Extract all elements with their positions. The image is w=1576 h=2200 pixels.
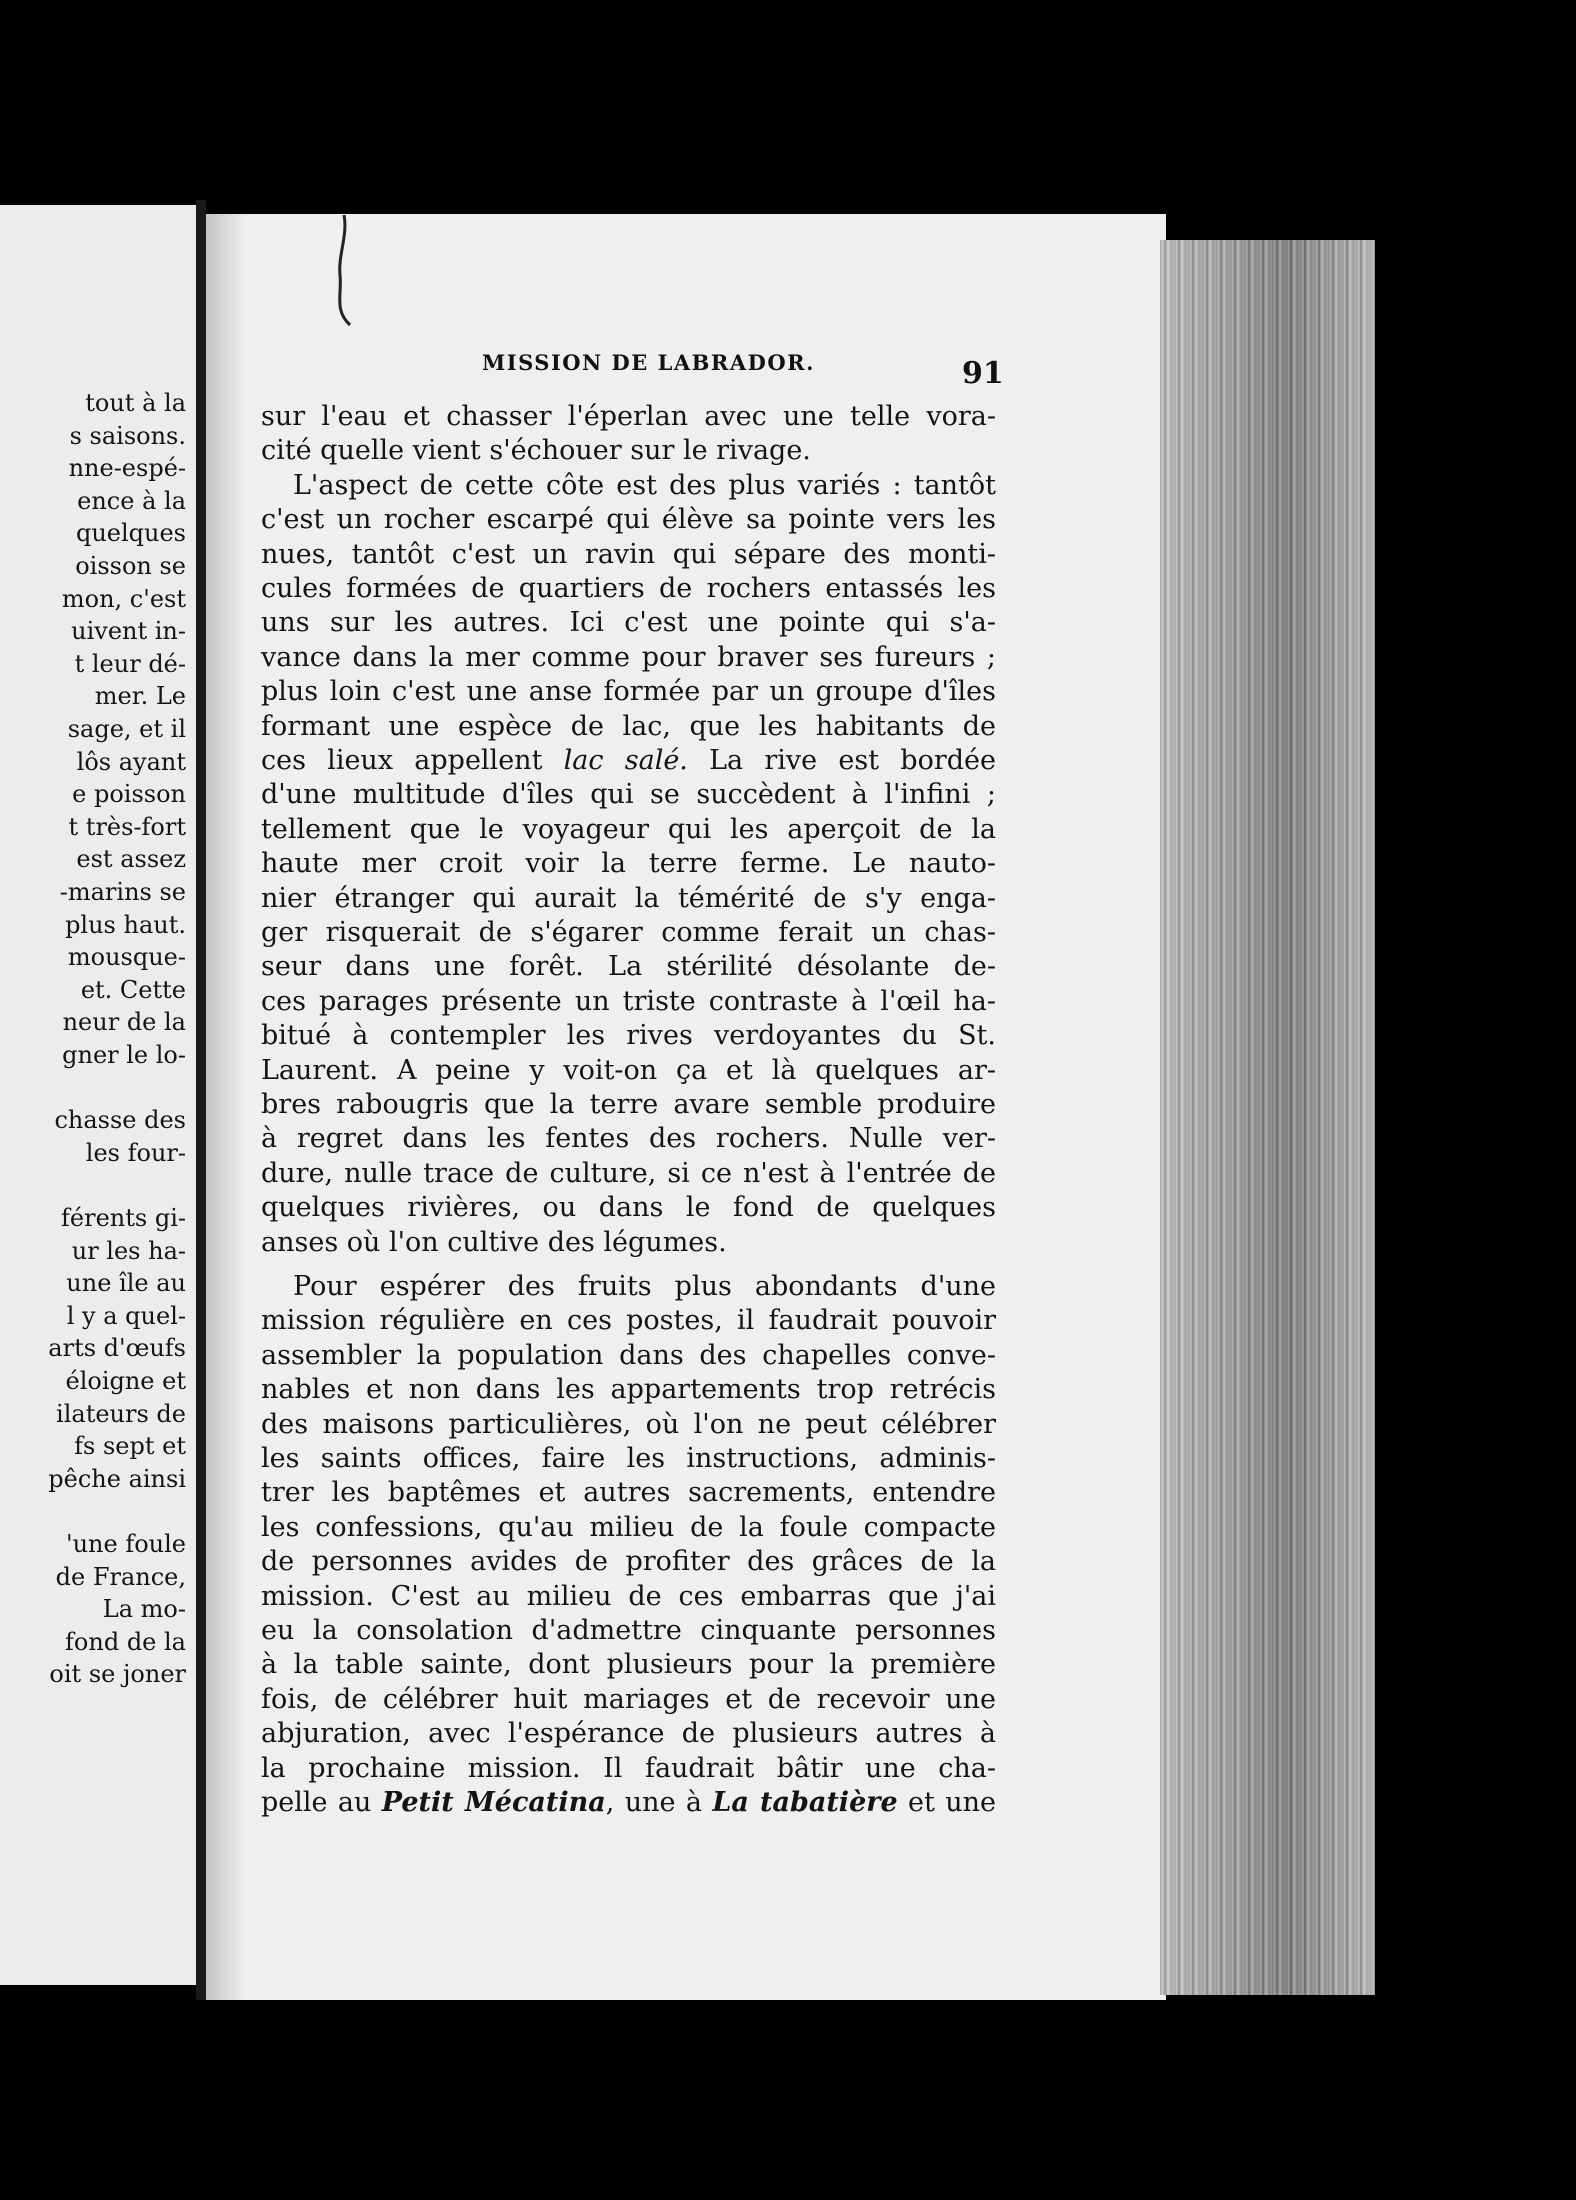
text-line: les saints offices, faire les instructions, adminis- [261, 1443, 996, 1474]
left-page-line: tout à la [85, 389, 186, 417]
text-line: la prochaine mission. Il faudrait bâtir une cha- [261, 1752, 996, 1784]
text-line: Pour espérer des fruits plus abondants d'une [293, 1271, 996, 1302]
left-page-line: l y a quel- [66, 1301, 186, 1330]
italic-place-name: Petit Mécatina [381, 1787, 606, 1818]
left-page-line: férents gi- [61, 1204, 186, 1232]
left-page-line: ilateurs de [56, 1399, 186, 1428]
text-line: sur l'eau et chasser l'éperlan avec une telle vora- [261, 401, 996, 432]
text-line: quelques rivières, ou dans le fond de quelques [261, 1192, 996, 1224]
text-line: ces parages présente un triste contraste à l'œil ha- [261, 985, 996, 1017]
text-line: fois, de célébrer huit mariages et de recevoir une [261, 1683, 996, 1715]
left-page-line: mer. Le [94, 682, 186, 711]
left-page-line: ence à la [77, 486, 186, 515]
running-head: MISSION DE LABRADOR. [482, 350, 815, 375]
left-page-line: ur les ha- [71, 1236, 186, 1265]
left-page-line: 'une foule [65, 1530, 186, 1558]
text-line: tellement que le voyageur qui les aperçoit de la [261, 813, 996, 845]
text-run: ces lieux appellent [261, 745, 564, 776]
text-line: nables et non dans les appartements trop retrécis [261, 1374, 996, 1406]
right-page [206, 214, 1166, 2000]
left-page-line: e poisson [72, 780, 186, 809]
left-page-line: lôs ayant [76, 747, 186, 776]
text-line: bitué à contempler les rives verdoyantes du St. [261, 1020, 996, 1052]
text-line: les confessions, qu'au milieu de la foule compacte [261, 1511, 996, 1543]
text-line: assembler la population dans des chapelles conve- [261, 1339, 996, 1371]
text-line: nues, tantôt c'est un ravin qui sépare des monti- [261, 538, 996, 570]
text-line: bres rabougris que la terre avare semble produire [261, 1089, 996, 1120]
text-run: La rive est bordée [687, 745, 996, 776]
left-page-line: éloigne et [65, 1367, 186, 1395]
text-line: dure, nulle trace de culture, si ce n'est à l'entrée de [261, 1157, 996, 1189]
left-page-line: t très-fort [68, 812, 186, 841]
left-page-line: t leur dé- [74, 649, 186, 678]
left-page-line: s saisons. [69, 421, 186, 450]
text-line: cules formées de quartiers de rochers entassés les [261, 573, 996, 604]
left-page [0, 205, 196, 1985]
page-edges [1160, 240, 1375, 1995]
page-number: 91 [962, 356, 1004, 391]
left-page-line: chasse des [54, 1106, 186, 1135]
left-page-line: uivent in- [71, 617, 186, 646]
text-line: mission. C'est au milieu de ces embarras que j'ai [261, 1580, 996, 1612]
text-line: mission régulière en ces postes, il faudrait pouvoir [261, 1305, 996, 1337]
bookmark-thread [330, 215, 370, 335]
left-page-line: mon, c'est [61, 584, 186, 613]
left-page-line: La mo- [102, 1595, 186, 1624]
text-run: pelle au [261, 1787, 382, 1818]
text-line: d'une multitude d'îles qui se succèdent à l'infini ; [261, 779, 996, 811]
text-line: abjuration, avec l'espérance de plusieurs autres à [261, 1718, 996, 1750]
left-page-line: neur de la [62, 1008, 186, 1037]
text-line: vance dans la mer comme pour braver ses fureurs ; [261, 641, 996, 673]
left-page-line: -marins se [59, 878, 186, 906]
text-line: des maisons particulières, où l'on ne peut célébrer [261, 1408, 996, 1440]
text-line: seur dans une forêt. La stérilité désolante de- [261, 951, 996, 983]
text-line: L'aspect de cette côte est des plus variés : tantôt [293, 469, 996, 501]
text-run: , une à [605, 1787, 713, 1818]
text-line: formant une espèce de lac, que les habitants de [261, 710, 996, 742]
text-line: Laurent. A peine y voit-on ça et là quelques ar- [261, 1054, 996, 1086]
left-page-line: sage, et il [67, 715, 186, 743]
text-line-lac-sale [261, 745, 996, 776]
page-body [206, 214, 1166, 2000]
left-page-line: une île au [66, 1269, 186, 1298]
text-line: haute mer croit voir la terre ferme. Le nauto- [261, 848, 996, 880]
italic-place-name: La tabatière [712, 1787, 898, 1818]
left-page-line: plus haut. [65, 910, 186, 939]
text-line: à regret dans les fentes des rochers. Nulle ver- [261, 1123, 996, 1155]
left-page-line: pêche ainsi [48, 1464, 186, 1493]
text-line: anses où l'on cultive des légumes. [261, 1226, 727, 1258]
text-line: c'est un rocher escarpé qui élève sa pointe vers les [261, 504, 996, 536]
left-page-line: les four- [85, 1138, 186, 1167]
text-line: nier étranger qui aurait la témérité de s'y enga- [261, 882, 996, 914]
italic-place-name: lac salé. [563, 745, 688, 776]
left-page-line: fond de la [65, 1627, 186, 1656]
left-page-line: nne-espé- [68, 454, 186, 483]
text-line: trer les baptêmes et autres sacrements, entendre [261, 1477, 996, 1509]
left-page-line: mousque- [67, 943, 186, 972]
text-line: cité quelle vient s'échouer sur le rivage. [261, 435, 811, 467]
left-page-line: de France, [55, 1562, 186, 1591]
left-page-line: fs sept et [74, 1432, 186, 1461]
left-page-line: quelques [75, 519, 186, 548]
book-gutter [196, 200, 206, 2000]
left-page-line: gner le lo- [62, 1041, 186, 1069]
left-page-line: arts d'œufs [48, 1334, 186, 1363]
text-line: de personnes avides de profiter des grâces de la [261, 1546, 996, 1578]
text-line-final [261, 1787, 996, 1818]
text-line: plus loin c'est une anse formée par un groupe d'îles [261, 676, 996, 708]
text-line: eu la consolation d'admettre cinquante personnes [261, 1615, 996, 1646]
text-line: uns sur les autres. Ici c'est une pointe qui s'a- [261, 607, 996, 639]
text-run: et une [897, 1787, 996, 1818]
text-line: à la table sainte, dont plusieurs pour la première [261, 1649, 996, 1681]
left-page-line: est assez [76, 845, 186, 874]
text-line: ger risquerait de s'égarer comme ferait un chas- [261, 917, 996, 948]
left-page-line: oisson se [75, 552, 186, 580]
left-page-line: oit se joner [49, 1660, 186, 1689]
left-page-line: et. Cette [80, 975, 186, 1004]
